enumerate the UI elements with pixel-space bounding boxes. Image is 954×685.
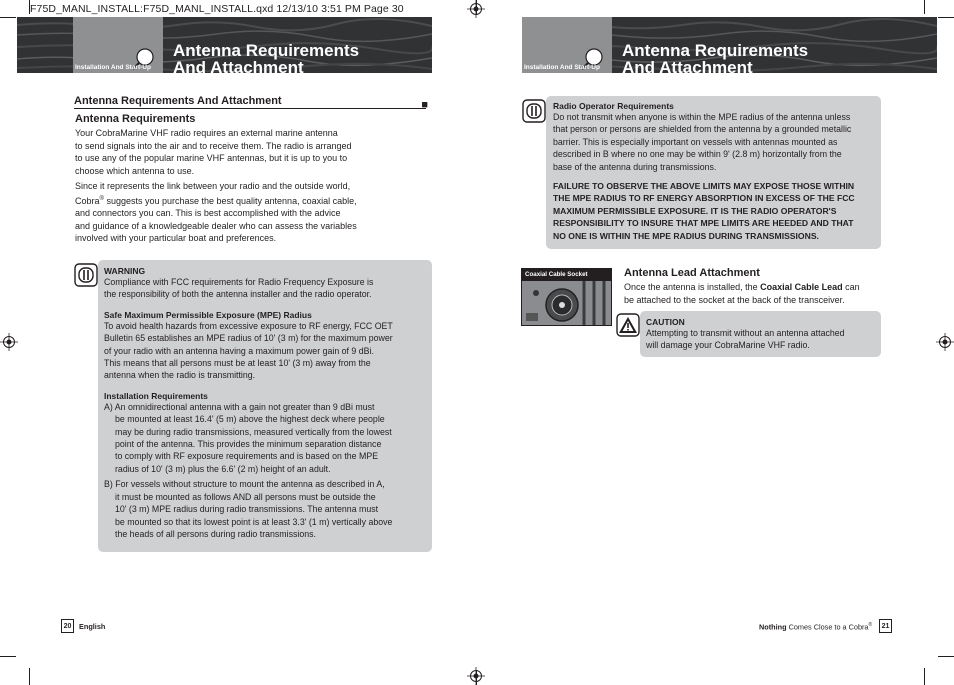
trim-mark: [0, 656, 16, 657]
install-title: Installation Requirements: [104, 390, 208, 401]
trim-mark: [29, 668, 30, 685]
trim-mark: [938, 17, 954, 18]
trim-mark: [29, 0, 30, 14]
radio-operator-box: [546, 96, 881, 249]
radio-operator-title: Radio Operator Requirements: [553, 101, 674, 111]
coaxial-socket-photo: [521, 268, 612, 326]
photo-caption: Coaxial Cable Socket: [522, 269, 611, 281]
registration-mark-icon: [467, 0, 485, 18]
caution-text: Attempting to transmit without an antenna attached will damage your CobraMarine VHF radio.: [646, 328, 845, 351]
trim-mark: [0, 17, 16, 18]
heading-rule-dot: ■: [421, 99, 428, 111]
warning-hand-icon: [74, 263, 98, 287]
file-slug: F75D_MANL_INSTALL:F75D_MANL_INSTALL.qxd 12/13/10 3:51 PM Page 30: [30, 3, 404, 15]
subheading: Antenna Requirements: [75, 113, 196, 125]
warning-hand-icon: [522, 99, 546, 123]
intro-text: [75, 127, 405, 248]
left-banner: [17, 17, 432, 73]
right-banner: [522, 17, 937, 73]
page-title: Antenna Requirements And Attachment: [173, 41, 360, 73]
section-tab: [73, 17, 163, 73]
warning-text: Compliance with FCC requirements for Radio Frequency Exposure is the responsibility of both the antenna installer and the radio operator.: [104, 277, 374, 300]
registration-mark-icon: [936, 333, 954, 351]
radio-operator-text: Do not transmit when anyone is within the MPE radius of the antenna unless that person or persons are shielded from the antenna by a grounded metallic barrier. This is especially important on vessels with antennas mounted as described in B where no one may be within 9' (2.8 m) horizontally from the base of the antenna during transmissions.: [553, 112, 852, 172]
section-heading: Antenna Requirements And Attachment ■: [74, 95, 428, 111]
caution-triangle-icon: [616, 313, 640, 337]
section-tab: [522, 17, 612, 73]
registration-mark-icon: [0, 333, 18, 351]
section-tab-label: Installation And Start-Up: [524, 64, 600, 71]
lead-text: Once the antenna is installed, the Coaxial Cable Lead can be attached to the socket at the back of the transceiver.: [624, 282, 860, 305]
mpe-text: To avoid health hazards from excessive exposure to RF energy, FCC OET Bulletin 65 establishes an MPE radius of 10' (3 m) for the maximum power of your radio with an antenna having a maximum power gain of 9 dBi. This means that all persons must be at least 10' (3 m) away from the antenna when the radio is transmitting.: [104, 320, 393, 381]
install-item-b: B) For vessels without structure to mount the antenna as described in A, it must be mounted as follows AND all persons must be outside the 10' (3 m) MPE radius during radio transmissions. The antenna must be mounted so that its lowest point is at least 3.3' (1 m) vertically above the heads of all persons during radio transmissions.: [104, 479, 393, 539]
registration-mark-icon: [467, 667, 485, 685]
trim-mark: [924, 668, 925, 685]
intro-paragraph: Your CobraMarine VHF radio requires an external marine antenna to send signals into the air and to receive them. The radio is arranged to use any of the popular marine VHF antennas, but it is up to you to choose which antenna to use.: [75, 128, 352, 176]
subheading: Antenna Lead Attachment: [624, 267, 760, 279]
page-title: Antenna Requirements And Attachment: [622, 41, 809, 73]
trim-mark: [938, 656, 954, 657]
warning-box: [98, 260, 432, 552]
mpe-title: Safe Maximum Permissible Exposure (MPE) Radius: [104, 309, 312, 320]
advice-paragraph: Since it represents the link between your radio and the outside world, Cobra® suggests you purchase the best quality antenna, coaxial cable, and connectors you can. This is best accomplished with the advice and guidance of a knowledgeable dealer who can assess the variables involved with your particular boat and preferences.: [75, 181, 357, 243]
page-number: 21: [879, 619, 892, 633]
footer-tagline: Nothing Comes Close to a Cobra®: [759, 622, 873, 632]
caution-box: [640, 311, 881, 357]
install-item-a: A) An omnidirectional antenna with a gain not greater than 9 dBi must be mounted at least 16.4' (5 m) above the highest deck where people may be during radio transmissions, measured vertically from the lowest point of the antenna. This provides the minimum separation distance to comply with RF exposure requirements and is based on the MPE radius of 10' (3 m) plus the 6.6' (2 m) height of an adult.: [104, 401, 392, 474]
page-number: 20: [61, 619, 74, 633]
caution-title: CAUTION: [646, 317, 685, 327]
warning-title: WARNING: [104, 266, 146, 276]
trim-mark: [924, 0, 925, 14]
radio-operator-warning-caps: FAILURE TO OBSERVE THE ABOVE LIMITS MAY EXPOSE THOSE WITHIN THE MPE RADIUS TO RF ENERGY ABSORPTION IN EXCESS OF THE FCC MAXIMUM PERMISSIBLE EXPOSURE. IT IS THE RADIO OPERATOR'S RESPONSIBILITY TO INSURE THAT MPE LIMITS ARE HEEDED AND THAT NO ONE IS WITHIN THE MPE RADIUS DURING TRANSMISSIONS.: [553, 181, 855, 241]
section-tab-label: Installation And Start-Up: [75, 64, 151, 71]
footer-language: English: [79, 622, 106, 631]
